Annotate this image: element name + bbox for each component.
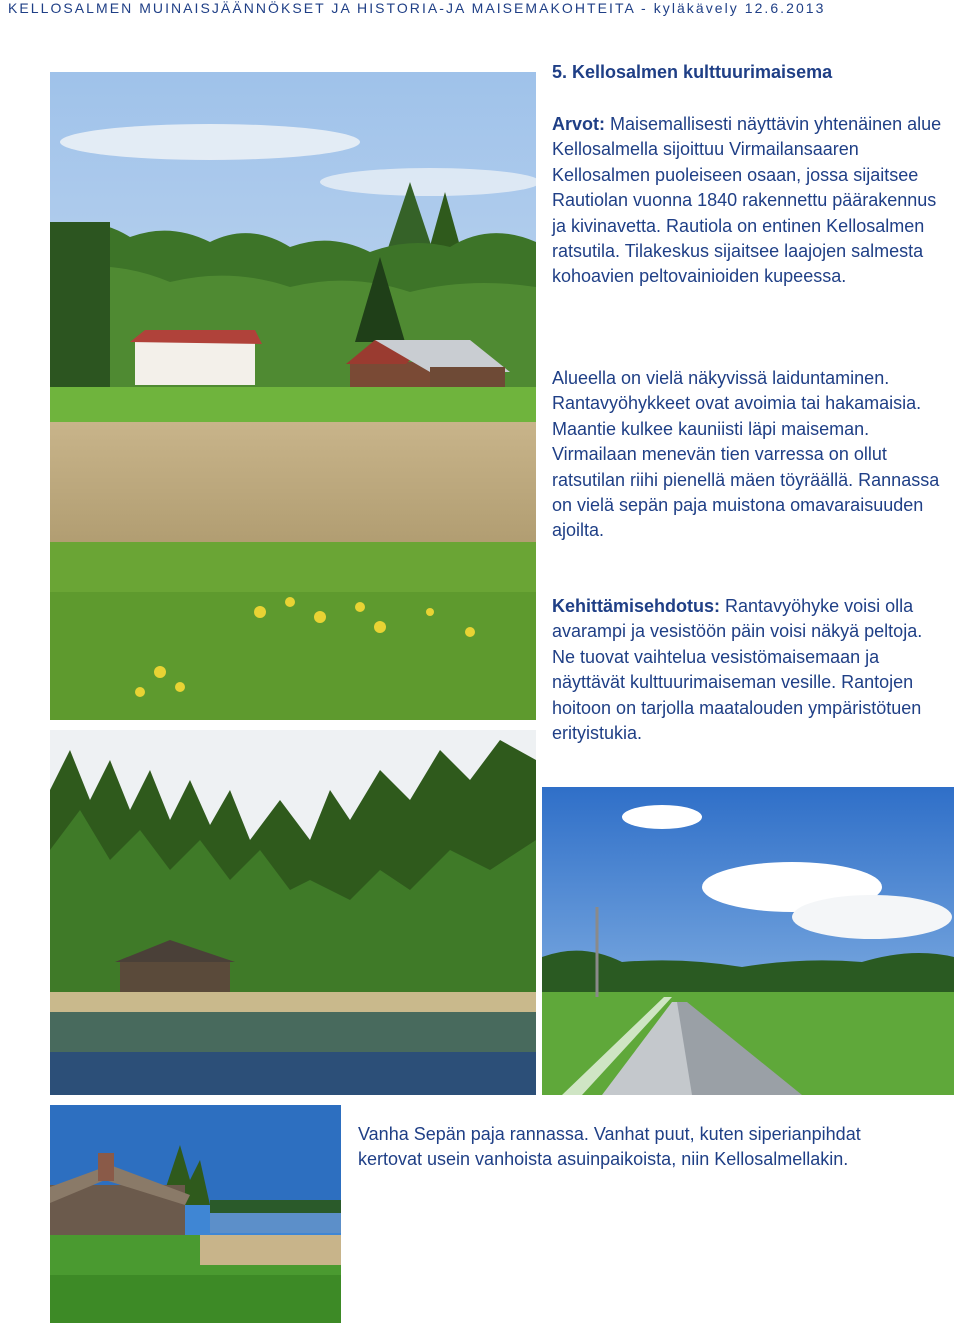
development-text: Rantavyöhyke voisi olla avarampi ja vesistöön päin voisi näkyä peltoja. Ne tuovat vaihtelua vesistömaisemaan ja näyttävät kulttuurimaiseman vesille. Rantojen hoitoon on tarjolla maatalouden ympäristötuen erityistukia. xyxy=(552,596,923,744)
area-paragraph xyxy=(552,366,947,544)
farm-landscape-photo xyxy=(50,72,536,720)
values-text: Maisemallisesti näyttävin yhtenäinen alue Kellosalmella sijoittuu Virmailansaaren Kellosalmen puoleiseen osaan, jossa sijaitsee Rautiolan vuonna 1840 rakennettu päärakennus ja kivinavetta. Rautiola on entinen Kellosalmen ratsutila. Tilakeskus sijaitsee laajojen salmesta kohoavien peltovainioiden kupeessa. xyxy=(552,114,942,287)
old-smithy-photo xyxy=(50,1105,341,1323)
section-title: 5. Kellosalmen kulttuurimaisema xyxy=(552,62,833,82)
country-road-photo xyxy=(542,787,954,1095)
values-label: Arvot: xyxy=(552,114,605,134)
development-label: Kehittämisehdotus: xyxy=(552,596,721,616)
photo-caption: Vanha Sepän paja rannassa. Vanhat puut, kuten siperianpihdat kertovat usein vanhoista asuinpaikoista, niin Kellosalmellakin. xyxy=(358,1124,861,1170)
page-header: KELLOSALMEN MUINAISJÄÄNNÖKSET JA HISTORIA-JA MAISEMAKOHTEITA - kyläkävely 12.6.2013 xyxy=(8,0,826,16)
development-paragraph xyxy=(552,594,947,746)
values-paragraph xyxy=(552,112,947,290)
area-text: Alueella on vielä näkyvissä laiduntaminen. Rantavyöhykkeet ovat avoimia tai hakamaisia. Maantie kulkee kauniisti läpi maiseman. Virmailaan menevän tien varressa on ollut ratsutilan riihi pienellä mäen töyräällä. Rannassa on vielä sepän paja muistona omavaraisuuden ajoilta. xyxy=(552,368,940,541)
lake-forest-photo xyxy=(50,730,536,1095)
